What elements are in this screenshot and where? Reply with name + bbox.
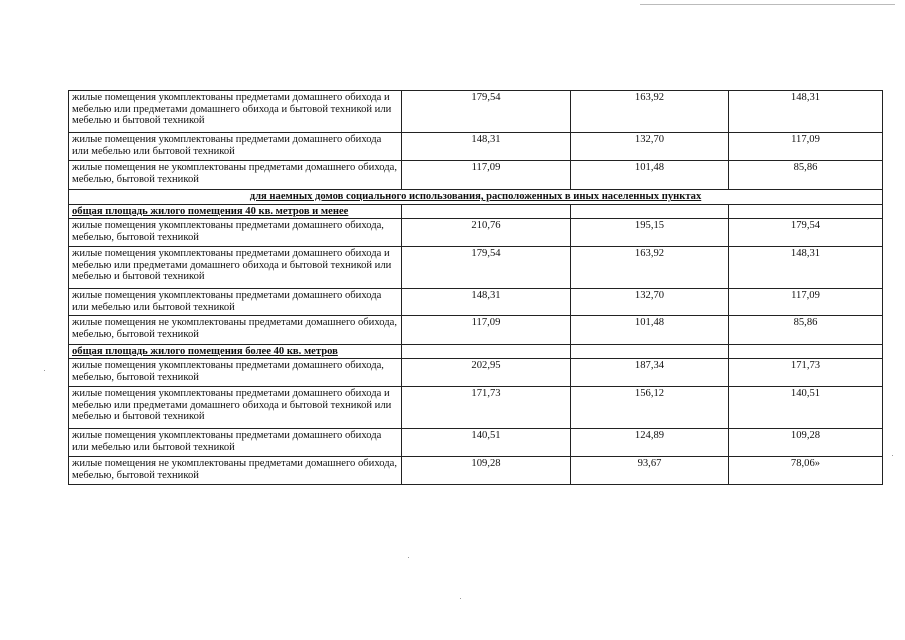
- rate-value-col1: 179,54: [402, 247, 571, 289]
- rate-value-col3: 179,54: [729, 219, 883, 247]
- table-row: [69, 316, 883, 345]
- table-row: [69, 387, 883, 429]
- rate-value-col2: 156,12: [571, 387, 729, 429]
- table-row: [69, 133, 883, 161]
- description-cell: жилые помещения не укомплектованы предметами домашнего обихода, мебелью, бытовой техникой: [69, 161, 402, 190]
- rate-table: [68, 90, 883, 485]
- speck: [892, 455, 893, 456]
- rate-value-col3: 148,31: [729, 247, 883, 289]
- table-row: [69, 457, 883, 485]
- subsection-header-row: [69, 345, 883, 359]
- description-cell: жилые помещения укомплектованы предметами домашнего обихода или мебелью или бытовой техникой: [69, 429, 402, 457]
- description-cell: жилые помещения укомплектованы предметами домашнего обихода и мебелью или предметами домашнего обихода и бытовой техникой или мебелью и бытовой техникой: [69, 247, 402, 289]
- empty-cell: [571, 205, 729, 219]
- table-row: [69, 247, 883, 289]
- speck: [460, 598, 461, 599]
- rate-value-col2: 101,48: [571, 316, 729, 345]
- rate-value-col3: 171,73: [729, 359, 883, 387]
- speck: [408, 557, 409, 558]
- rate-value-col1: 179,54: [402, 91, 571, 133]
- empty-cell: [729, 205, 883, 219]
- speck: [44, 370, 45, 371]
- rate-value-col2: 101,48: [571, 161, 729, 190]
- rate-value-col3: 117,09: [729, 133, 883, 161]
- rate-value-col2: 187,34: [571, 359, 729, 387]
- rate-value-col2: 163,92: [571, 91, 729, 133]
- table-row: [69, 289, 883, 316]
- rate-value-col2: 124,89: [571, 429, 729, 457]
- table-row: [69, 429, 883, 457]
- subsection-title: общая площадь жилого помещения 40 кв. метров и менее: [69, 205, 402, 219]
- rate-value-col3: 85,86: [729, 316, 883, 345]
- rate-value-col2: 195,15: [571, 219, 729, 247]
- description-cell: жилые помещения укомплектованы предметами домашнего обихода и мебелью или предметами домашнего обихода и бытовой техникой или мебелью и бытовой техникой: [69, 91, 402, 133]
- subsection-header-row: [69, 205, 883, 219]
- section-header-row: [69, 190, 883, 205]
- rate-value-col1: 148,31: [402, 133, 571, 161]
- description-cell: жилые помещения укомплектованы предметами домашнего обихода, мебелью, бытовой техникой: [69, 219, 402, 247]
- rate-value-col2: 93,67: [571, 457, 729, 485]
- rate-value-col2: 163,92: [571, 247, 729, 289]
- description-cell: жилые помещения не укомплектованы предметами домашнего обихода, мебелью, бытовой техникой: [69, 316, 402, 345]
- rate-value-col1: 171,73: [402, 387, 571, 429]
- table-row: [69, 161, 883, 190]
- description-cell: жилые помещения укомплектованы предметами домашнего обихода или мебелью или бытовой техникой: [69, 289, 402, 316]
- description-cell: жилые помещения укомплектованы предметами домашнего обихода или мебелью или бытовой техникой: [69, 133, 402, 161]
- rate-value-col3: 109,28: [729, 429, 883, 457]
- empty-cell: [571, 345, 729, 359]
- empty-cell: [729, 345, 883, 359]
- rate-value-col3: 140,51: [729, 387, 883, 429]
- table-row: [69, 359, 883, 387]
- table-body: [69, 91, 883, 485]
- rate-value-col1: 140,51: [402, 429, 571, 457]
- description-cell: жилые помещения укомплектованы предметами домашнего обихода и мебелью или предметами домашнего обихода и бытовой техникой или мебелью и бытовой техникой: [69, 387, 402, 429]
- rate-value-col3: 148,31: [729, 91, 883, 133]
- empty-cell: [402, 205, 571, 219]
- table-row: [69, 91, 883, 133]
- subsection-title: общая площадь жилого помещения более 40 кв. метров: [69, 345, 402, 359]
- rate-value-col1: 202,95: [402, 359, 571, 387]
- rate-value-col3: 85,86: [729, 161, 883, 190]
- top-rule: [640, 4, 895, 5]
- description-cell: жилые помещения не укомплектованы предметами домашнего обихода, мебелью, бытовой техникой: [69, 457, 402, 485]
- rate-value-col1: 117,09: [402, 316, 571, 345]
- rate-value-col1: 148,31: [402, 289, 571, 316]
- rate-value-col1: 210,76: [402, 219, 571, 247]
- empty-cell: [402, 345, 571, 359]
- rate-value-col2: 132,70: [571, 133, 729, 161]
- table-row: [69, 219, 883, 247]
- description-cell: жилые помещения укомплектованы предметами домашнего обихода, мебелью, бытовой техникой: [69, 359, 402, 387]
- rate-value-col2: 132,70: [571, 289, 729, 316]
- rate-value-col1: 117,09: [402, 161, 571, 190]
- section-title: для наемных домов социального использования, расположенных в иных населенных пунктах: [69, 190, 883, 205]
- rate-value-col1: 109,28: [402, 457, 571, 485]
- rate-value-col3: 117,09: [729, 289, 883, 316]
- rate-value-col3: 78,06»: [729, 457, 883, 485]
